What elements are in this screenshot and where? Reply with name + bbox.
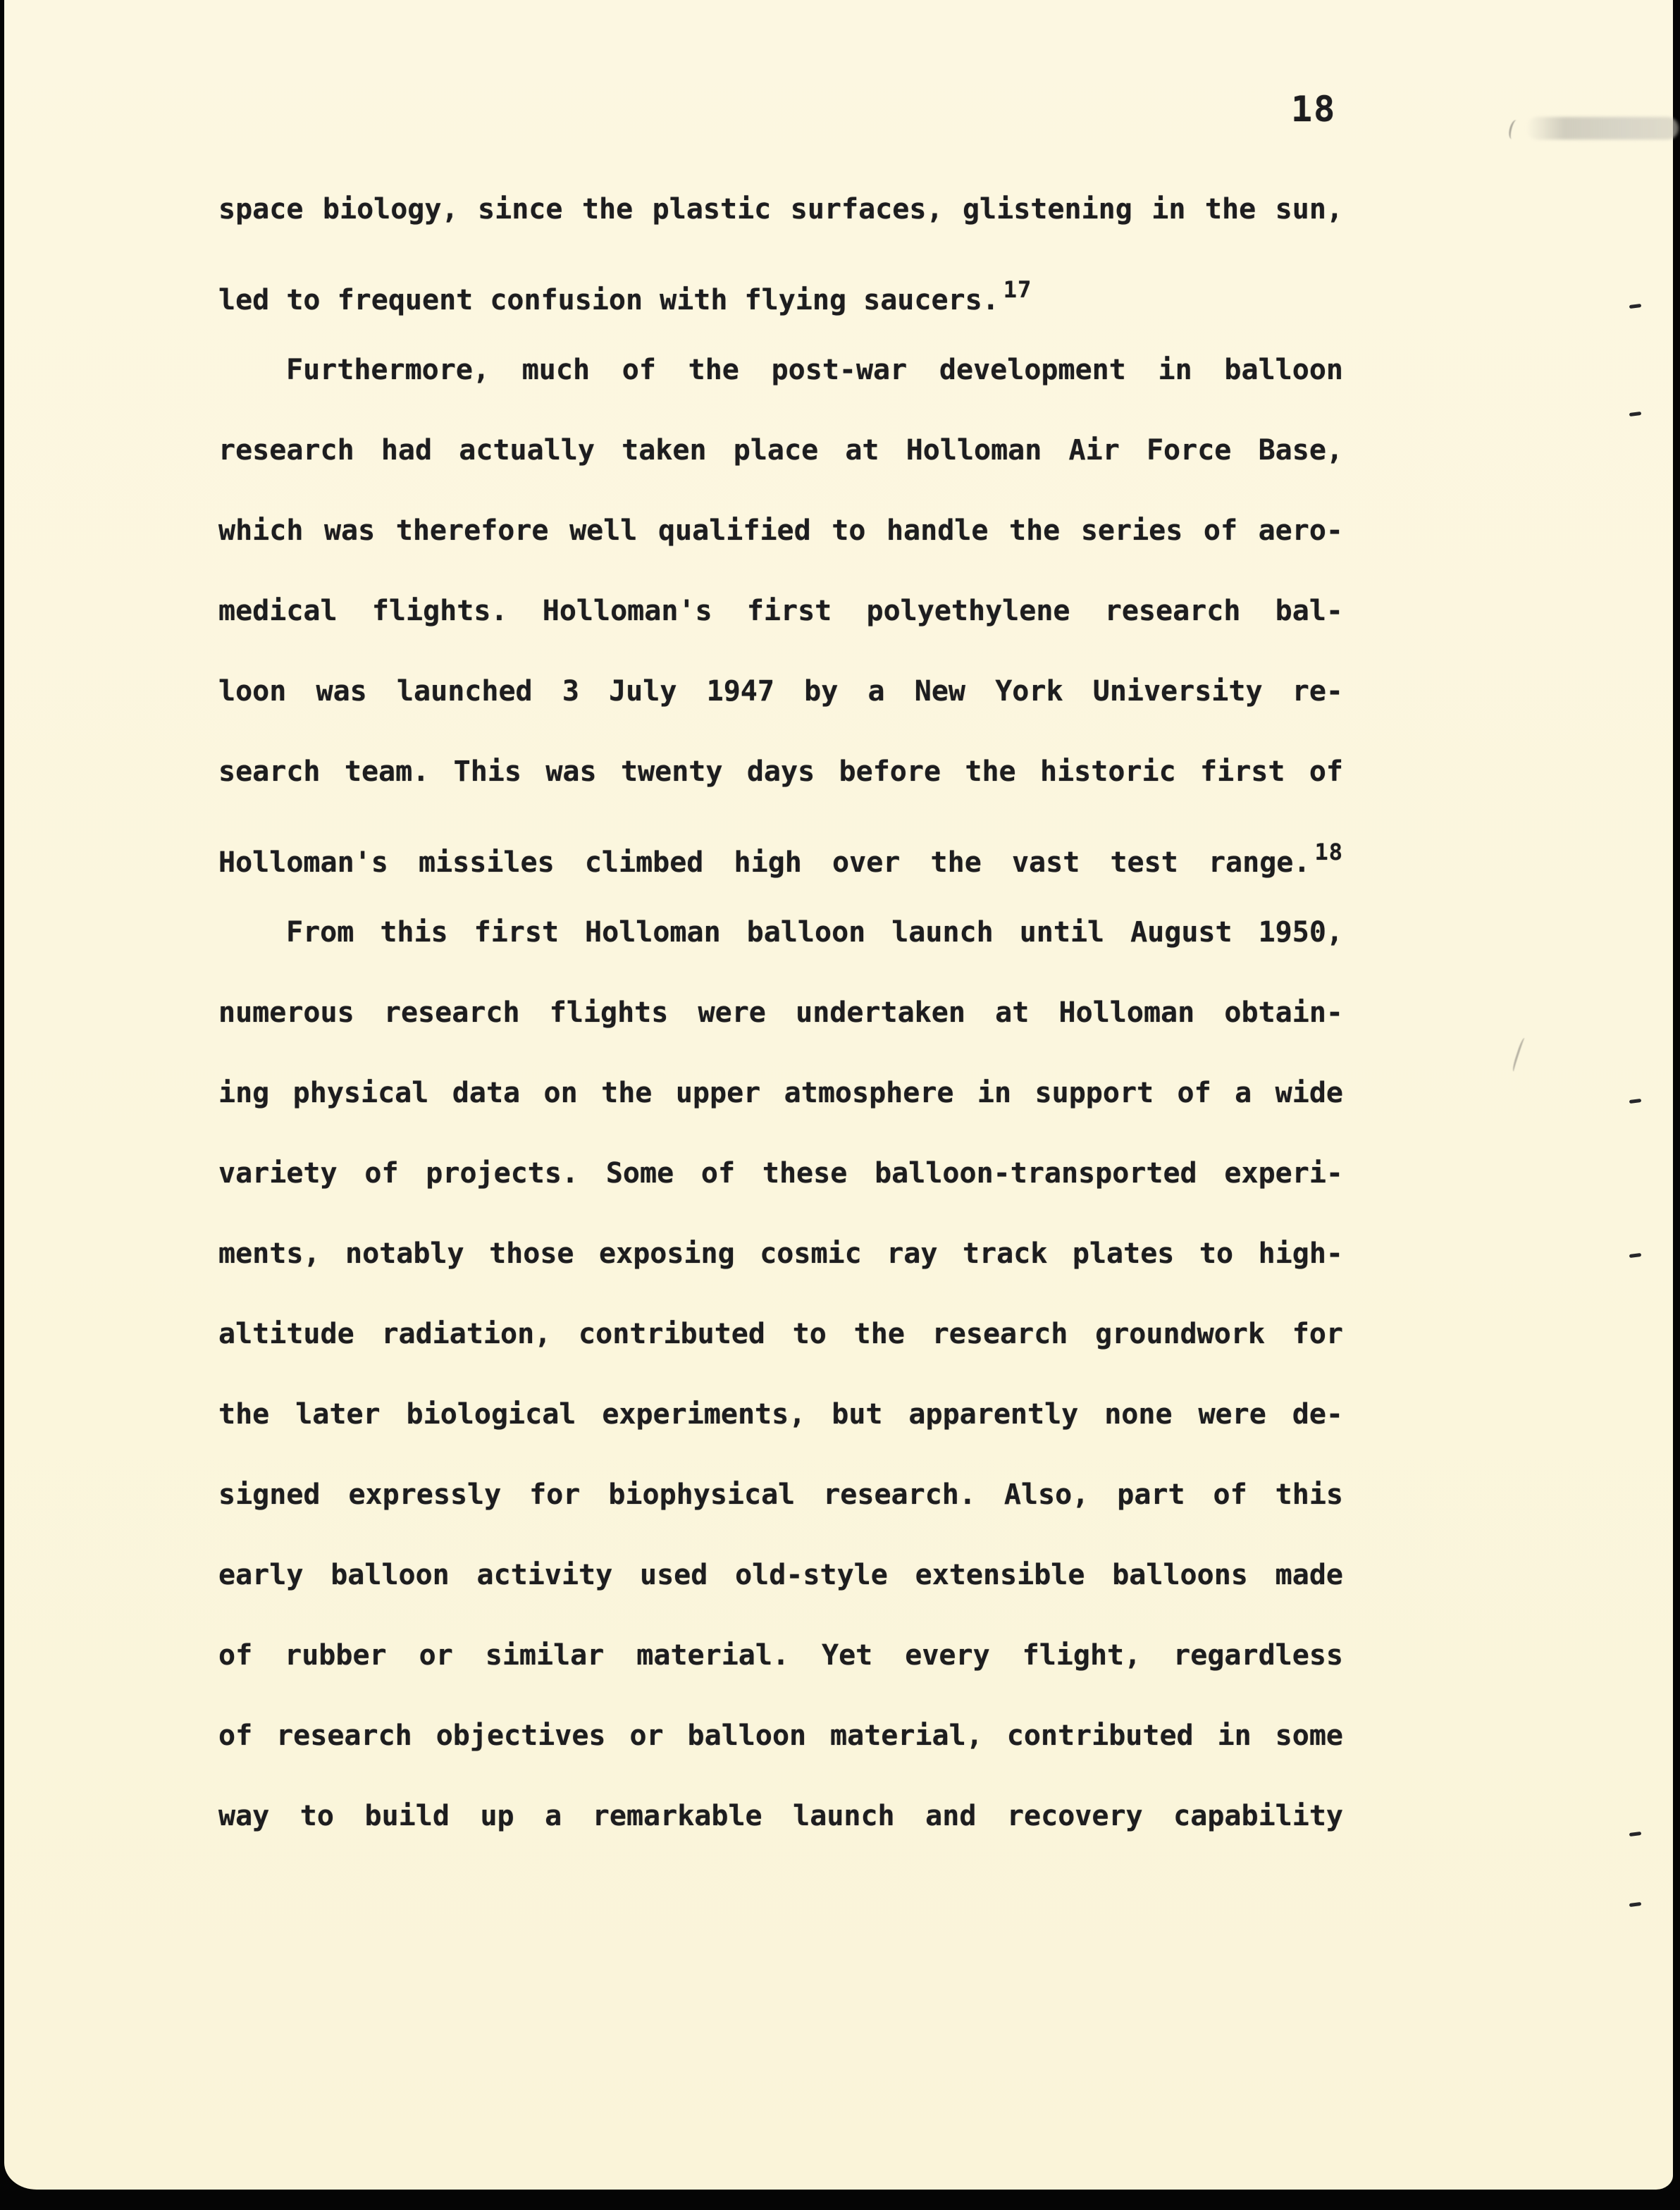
text-line-content: ing physical data on the upper atmosphere in support of a wide [218, 1077, 1343, 1109]
text-line [218, 812, 1343, 892]
text-line-content: From this first Holloman balloon launch until August 1950, [286, 916, 1343, 949]
margin-dash-mark [1629, 1902, 1641, 1907]
scan-slash-artifact [1511, 1037, 1528, 1073]
text-line-content: led to frequent confusion with flying saucers. [218, 284, 999, 316]
text-line-content: of rubber or similar material. Yet every flight, regardless [218, 1639, 1343, 1672]
margin-dash-mark [1629, 412, 1641, 416]
text-line [218, 1615, 1343, 1696]
text-line [218, 249, 1343, 330]
text-line-content: Holloman's missiles climbed high over the vast test range. [218, 846, 1311, 879]
text-line [218, 973, 1343, 1053]
scan-smudge [1526, 117, 1679, 140]
text-line [218, 1294, 1343, 1374]
text-line-content: loon was launched 3 July 1947 by a New York University re- [218, 675, 1343, 708]
text-line-content: the later biological experiments, but apparently none were de- [218, 1398, 1343, 1431]
margin-dash-mark [1629, 304, 1641, 309]
text-line [218, 330, 1343, 410]
text-line [218, 1535, 1343, 1615]
margin-dash-mark [1629, 1099, 1641, 1104]
text-line-content: early balloon activity used old-style extensible balloons made [218, 1559, 1343, 1591]
text-line-content: of research objectives or balloon material, contributed in some [218, 1720, 1343, 1752]
text-line [218, 1133, 1343, 1214]
document-page [4, 0, 1673, 2190]
text-line [218, 490, 1343, 571]
text-line [218, 410, 1343, 490]
text-line-content: ments, notably those exposing cosmic ray track plates to high- [218, 1237, 1343, 1270]
footnote-superscript: 17 [1003, 276, 1032, 303]
text-line [218, 571, 1343, 651]
text-line [218, 1053, 1343, 1133]
scan-curl-artifact [1507, 119, 1521, 140]
text-line-content: variety of projects. Some of these balloon-transported experi- [218, 1157, 1343, 1190]
text-line-content: medical flights. Holloman's first polyethylene research bal- [218, 595, 1343, 627]
text-line-content: Furthermore, much of the post-war development in balloon [286, 354, 1343, 386]
text-line-content: research had actually taken place at Holloman Air Force Base, [218, 434, 1343, 467]
text-line [218, 651, 1343, 731]
text-line [218, 1374, 1343, 1455]
page-number: 18 [1291, 89, 1337, 130]
text-line [218, 1776, 1343, 1856]
text-line-content: space biology, since the plastic surfaces, glistening in the sun, [218, 193, 1343, 226]
text-line-content: signed expressly for biophysical research. Also, part of this [218, 1479, 1343, 1511]
text-line-content: numerous research flights were undertaken at Holloman obtain- [218, 996, 1343, 1029]
body-text [218, 169, 1343, 1856]
text-line [218, 1455, 1343, 1535]
text-line [218, 1214, 1343, 1294]
text-line [218, 1696, 1343, 1776]
footnote-superscript: 18 [1314, 839, 1343, 865]
text-line-content: altitude radiation, contributed to the research groundwork for [218, 1318, 1343, 1350]
text-line [218, 731, 1343, 812]
margin-dash-mark [1629, 1832, 1641, 1836]
text-line [218, 892, 1343, 973]
text-line-content: search team. This was twenty days before the historic first of [218, 755, 1343, 788]
margin-dash-mark [1629, 1253, 1641, 1258]
text-line-content: way to build up a remarkable launch and recovery capability [218, 1800, 1343, 1832]
text-line-content: which was therefore well qualified to handle the series of aero- [218, 514, 1343, 547]
text-line [218, 169, 1343, 249]
